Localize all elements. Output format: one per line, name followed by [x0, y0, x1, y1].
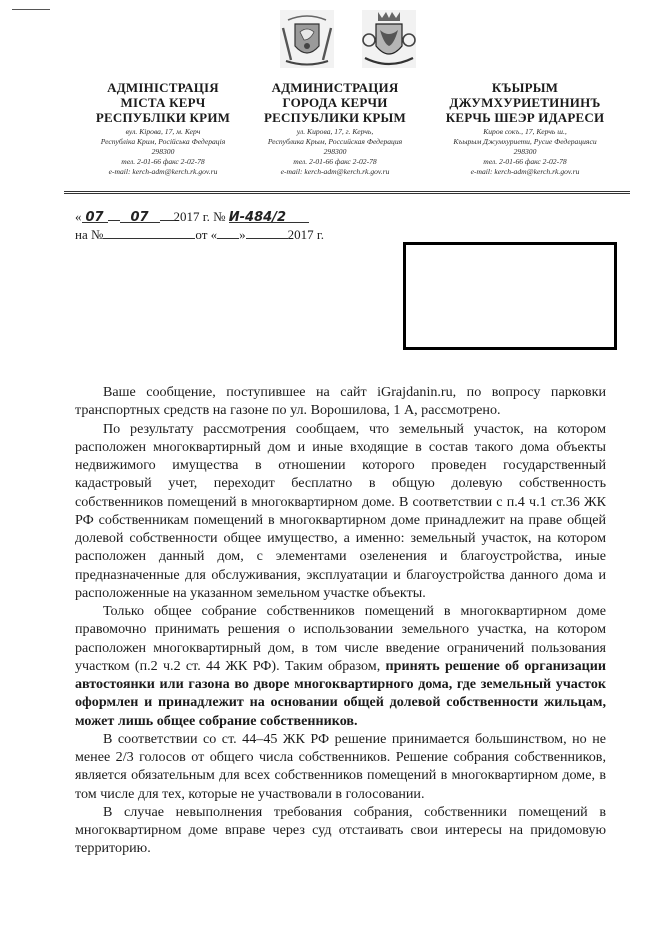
- ref-number: И-484/2: [229, 210, 309, 223]
- kerch-city-coat-of-arms-icon: [360, 8, 418, 70]
- paragraph: Только общее собрание собственников помещений в многоквартирном доме правомочно принимать решения о использовании земельного участка, на котором расположен многоквартирный дом, в том числе введение ограничений пользования участком (п.2 ч.2 ст. 44 ЖК РФ). Таким образом, принять решение об организации автостоянки или газона во дворе многоквартирного дома, где земельный участок оформлен и принадлежит на основании общей долевой собственности жильцам, может лишь общее собрание собственников.: [75, 603, 606, 729]
- org-address: ул. Кирова, 17, г. Керчь, Республика Крым, Российская Федерация 298300 тел. 2-01-66 факс 2-02-78 e-mail: kerch-adm@kerch.rk.gov.ru: [267, 127, 403, 176]
- ref-year: 2017 г.: [287, 227, 325, 242]
- letterhead-ukrainian: [68, 80, 258, 177]
- ref-to-label: на №: [75, 227, 104, 242]
- ref-year: 2017 г. №: [173, 209, 226, 224]
- paragraph: В соответствии со ст. 44–45 ЖК РФ решение принимается большинством, но не менее 2/3 голосов от общего числа собственников. Решение собрания собственников, является обязательным для всех собственников помещений в многоквартирном доме, в том числе для тех, которые не участвовали в голосовании.: [75, 730, 606, 802]
- org-name: АДМИНИСТРАЦИЯ ГОРОДА КЕРЧИ РЕСПУБЛИКИ КРЫМ: [264, 80, 406, 125]
- paragraph: В случае невыполнения требования собрания, собственники помещений в многоквартирном доме вправе через суд отстаивать свои интересы на придомовую территорию.: [75, 803, 606, 857]
- letterhead-divider: [64, 191, 630, 192]
- org-name: КЪЫРЫМ ДЖУМХУРИЕТИНИНЪ КЕРЧЬ ШЕЭР ИДАРЕСИ: [445, 80, 605, 125]
- org-name: АДМІНІСТРАЦІЯ МІСТА КЕРЧ РЕСПУБЛІКИ КРИМ: [95, 80, 231, 125]
- outgoing-reference: [75, 208, 309, 224]
- paragraph: По результату рассмотрения сообщаем, что земельный участок, на котором расположен многоквартирный дом и иные входящие в состав такого дома объекты недвижимого имущества в отношении которого проведен государственный кадастровый учет, переходит бесплатно в общую долевую собственность собственников помещений в многоквартирном доме. В соответствии с п.4 ч.1 ст.36 ЖК РФ собственникам помещений в многоквартирном доме принадлежит на праве общей долевой собственности общее имущество, а именно: земельный участок, на котором расположен данный дом, с элементами озеленения и благоустройства, иные предназначенные для обслуживания, эксплуатации и благоустройства данного дома и расположенные на указанном земельном участке объекты.: [75, 420, 606, 601]
- letterhead-russian: [240, 80, 430, 177]
- close-quote: »: [239, 227, 246, 242]
- crimea-coat-of-arms-icon: [278, 8, 336, 70]
- incoming-reference: [75, 226, 324, 242]
- scan-artifact-line: [12, 9, 50, 10]
- bold-conclusion: принять решение об организации автостоянки или газона во дворе многоквартирного дома, где земельный участок оформлен и принадлежит на основании общей долевой собственности жильцам, может лишь общее собрание собственников.: [75, 657, 606, 729]
- letterhead-crimean-tatar: [425, 80, 625, 177]
- org-address: Киров сокъ., 17, Керчь ш., Къырым Джумхуриети, Русие Федерацияси 298300 тел. 2-01-66 факс 2-02-78 e-mail: kerch-adm@kerch.rk.gov.ru: [453, 127, 597, 176]
- ref-from-label: от «: [195, 227, 218, 242]
- ref-day: 07: [82, 210, 108, 223]
- redacted-addressee-box: [403, 242, 617, 350]
- letterhead-divider: [64, 193, 630, 194]
- org-address: вул. Кірова, 17, м. Керч Республіка Крим, Російська Федерація 298300 тел. 2-01-66 факс 2-02-78 e-mail: kerch-adm@kerch.rk.gov.ru: [100, 127, 226, 176]
- letter-body: [75, 383, 606, 858]
- ref-month: 07: [120, 210, 160, 223]
- open-quote: «: [75, 209, 82, 224]
- paragraph: Ваше сообщение, поступившее на сайт iGrajdanin.ru, по вопросу парковки транспортных средств на газоне по ул. Ворошилова, 1 А, рассмотрено.: [75, 384, 606, 419]
